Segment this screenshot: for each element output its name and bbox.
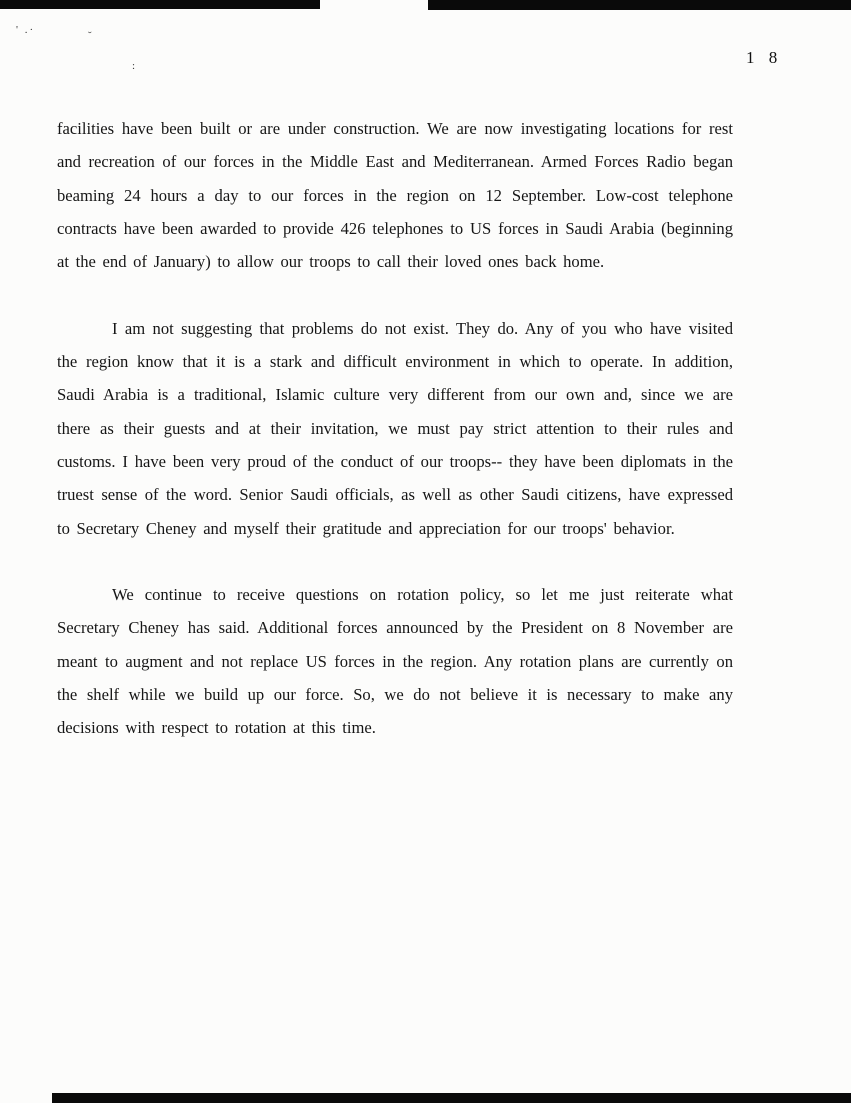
document-body xyxy=(57,112,733,745)
page-number: 1 8 xyxy=(746,48,783,67)
scan-artifact: : xyxy=(132,60,138,72)
scan-bar-bottom xyxy=(52,1093,851,1103)
scan-bar-top-left xyxy=(0,0,320,9)
paragraph-facilities: facilities have been built or are under construction. We are now investigating locations for rest and recreation of our forces in the Middle East and Mediterranean. Armed Forces Radio began beaming 24 hours a day to our forces in the region on 12 September. Low-cost telephone contracts have been awarded to provide 426 telephones to US forces in Saudi Arabia (beginning at the end of January) to allow our troops to call their loved ones back home. xyxy=(57,119,733,272)
scan-bar-top-right xyxy=(428,0,851,10)
paragraph-rotation-policy: We continue to receive questions on rotation policy, so let me just reiterate what Secretary Cheney has said. Additional forces announced by the President on 8 November are meant to augment and not replace US forces in the region. Any rotation plans are currently on the shelf while we build up our force. So, we do not believe it is necessary to make any decisions with respect to rotation at this time. xyxy=(57,585,733,738)
scan-artifact: ˘ xyxy=(88,30,94,42)
paragraph-problems: I am not suggesting that problems do not exist. They do. Any of you who have visited the region know that it is a stark and difficult environment in which to operate. In addition, Saudi Arabia is a traditional, Islamic culture very different from our own and, since we are there as their guests and at their invitation, we must pay strict attention to their rules and customs. I have been very proud of the conduct of our troops-- they have been diplomats in the truest sense of the word. Senior Saudi officials, as well as other Saudi citizens, have expressed to Secretary Cheney and myself their gratitude and appreciation for our troops' behavior. xyxy=(57,318,733,538)
scan-artifact: ' .· xyxy=(16,24,36,36)
